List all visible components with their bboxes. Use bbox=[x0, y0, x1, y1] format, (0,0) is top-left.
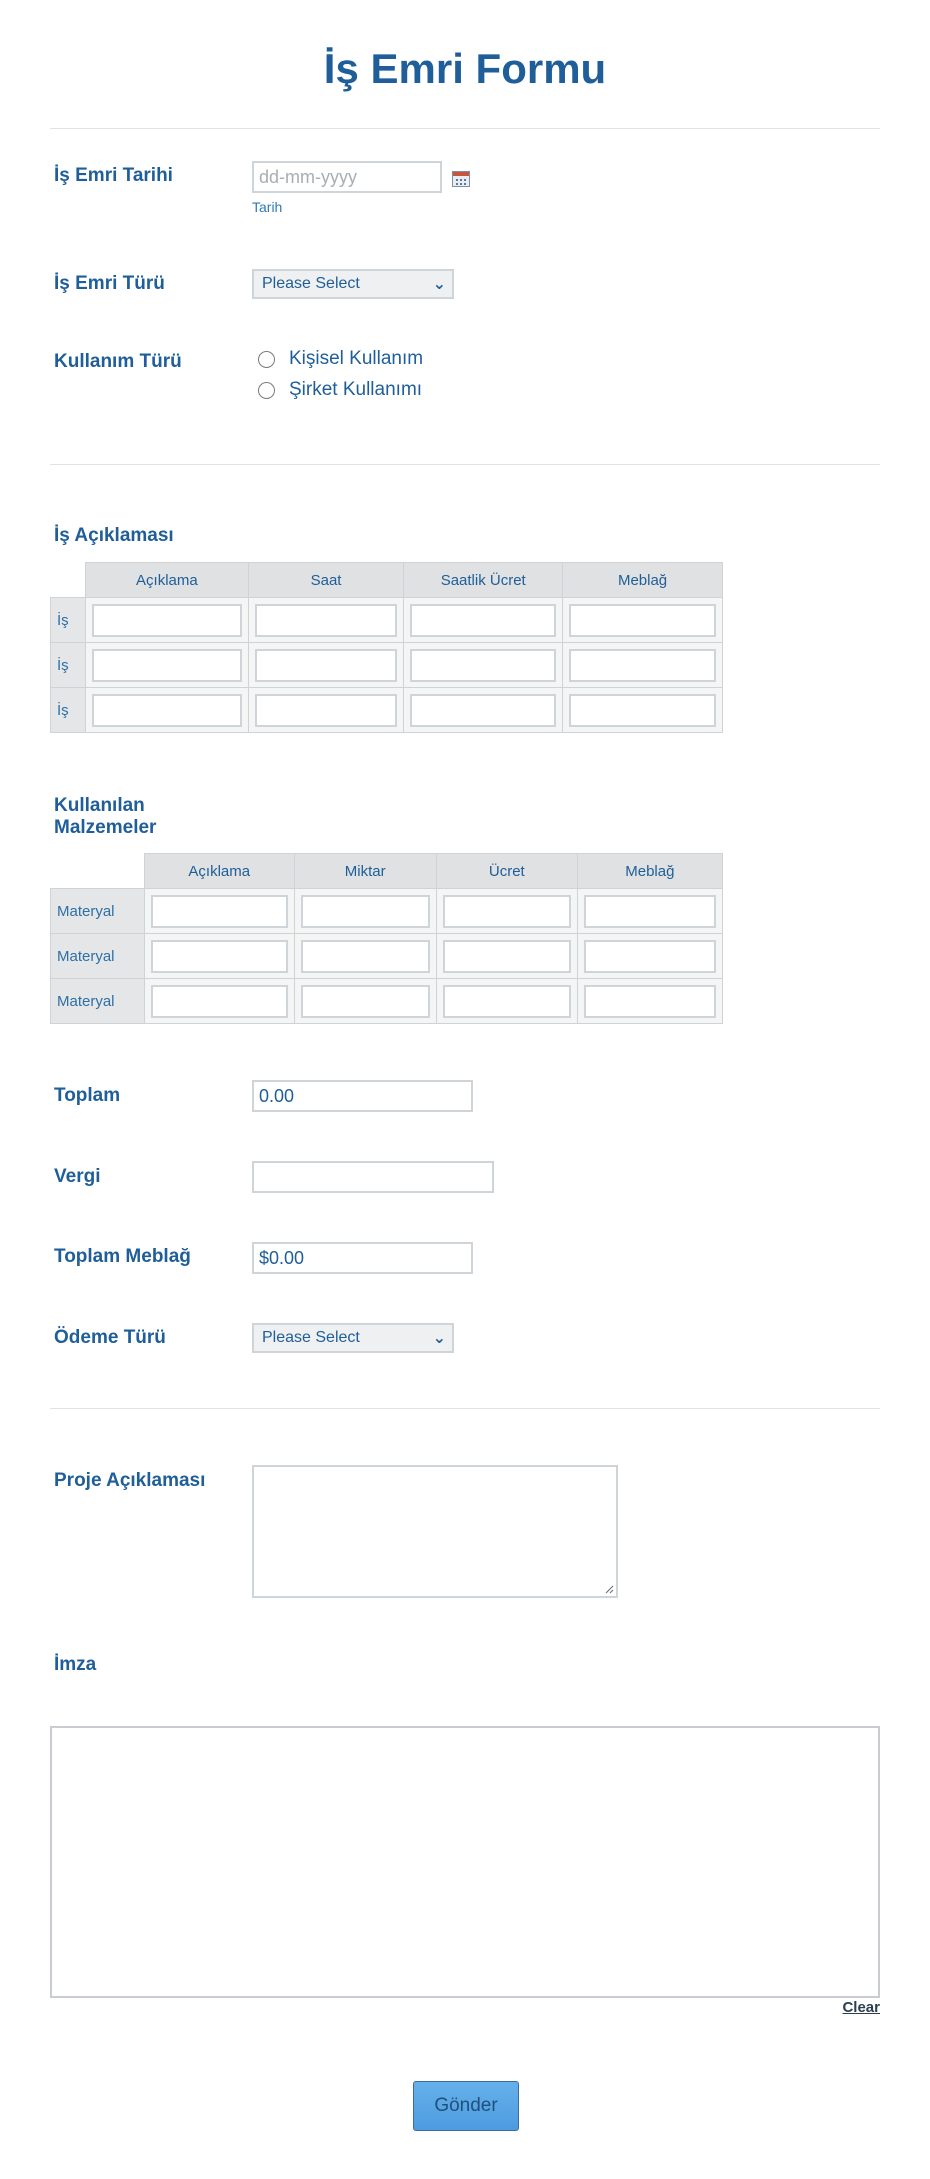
row-header: İş bbox=[51, 688, 86, 733]
table-row bbox=[51, 889, 723, 934]
row-header: Materyal bbox=[51, 979, 145, 1024]
materials-label-line1: Kullanılan bbox=[54, 795, 145, 816]
material-description-cell[interactable] bbox=[151, 940, 288, 973]
form-title: İş Emri Formu bbox=[323, 45, 607, 92]
table-row bbox=[51, 598, 723, 643]
divider bbox=[50, 128, 880, 129]
tax-input[interactable] bbox=[252, 1161, 494, 1193]
resize-grip-icon[interactable] bbox=[604, 1584, 614, 1594]
row-header: İş bbox=[51, 643, 86, 688]
job-description-label: İş Açıklaması bbox=[54, 525, 174, 546]
divider bbox=[50, 1408, 880, 1409]
order-date-input[interactable] bbox=[252, 161, 442, 193]
job-description-cell[interactable] bbox=[92, 649, 242, 682]
column-header: Miktar bbox=[294, 854, 436, 889]
payment-type-selected: Please Select bbox=[262, 1329, 360, 1346]
job-amount-cell[interactable] bbox=[569, 694, 716, 727]
total-label: Toplam bbox=[54, 1085, 121, 1106]
job-hours-cell[interactable] bbox=[255, 649, 397, 682]
payment-type-label: Ödeme Türü bbox=[54, 1327, 166, 1348]
grand-total-label: Toplam Meblağ bbox=[54, 1246, 191, 1267]
material-price-cell[interactable] bbox=[443, 940, 571, 973]
material-quantity-cell[interactable] bbox=[301, 895, 430, 928]
table-row bbox=[51, 643, 723, 688]
table-row bbox=[51, 688, 723, 733]
row-header: İş bbox=[51, 598, 86, 643]
tax-label: Vergi bbox=[54, 1166, 101, 1187]
clear-signature-link[interactable]: Clear bbox=[842, 1999, 880, 2016]
material-price-cell[interactable] bbox=[443, 985, 571, 1018]
material-amount-cell[interactable] bbox=[584, 895, 716, 928]
radio-button[interactable] bbox=[258, 382, 275, 399]
column-header: Açıklama bbox=[145, 854, 295, 889]
total-input[interactable] bbox=[252, 1080, 473, 1112]
material-price-cell[interactable] bbox=[443, 895, 571, 928]
radio-button[interactable] bbox=[258, 351, 275, 368]
material-amount-cell[interactable] bbox=[584, 940, 716, 973]
table-corner bbox=[51, 563, 86, 598]
submit-button[interactable]: Gönder bbox=[413, 2081, 519, 2131]
order-type-select[interactable] bbox=[252, 269, 454, 299]
order-date-label: İş Emri Tarihi bbox=[54, 165, 173, 186]
job-hours-cell[interactable] bbox=[255, 694, 397, 727]
table-row bbox=[51, 934, 723, 979]
material-quantity-cell[interactable] bbox=[301, 985, 430, 1018]
material-quantity-cell[interactable] bbox=[301, 940, 430, 973]
materials-table bbox=[50, 853, 723, 1024]
calendar-icon[interactable] bbox=[452, 171, 470, 187]
usage-type-label: Kullanım Türü bbox=[54, 351, 182, 372]
job-hours-cell[interactable] bbox=[255, 604, 397, 637]
radio-label: Kişisel Kullanım bbox=[289, 348, 424, 369]
table-row bbox=[51, 979, 723, 1024]
project-description-label: Proje Açıklaması bbox=[54, 1470, 206, 1491]
column-header: Meblağ bbox=[563, 563, 723, 598]
project-description-textarea[interactable] bbox=[252, 1465, 618, 1598]
chevron-down-icon: ⌄ bbox=[432, 1330, 446, 1347]
job-amount-cell[interactable] bbox=[569, 604, 716, 637]
job-description-cell[interactable] bbox=[92, 694, 242, 727]
job-rate-cell[interactable] bbox=[410, 604, 556, 637]
material-description-cell[interactable] bbox=[151, 985, 288, 1018]
column-header: Açıklama bbox=[86, 563, 249, 598]
table-corner bbox=[51, 854, 145, 889]
material-description-cell[interactable] bbox=[151, 895, 288, 928]
column-header: Meblağ bbox=[577, 854, 722, 889]
column-header: Saat bbox=[248, 563, 403, 598]
column-header: Ücret bbox=[436, 854, 577, 889]
column-header: Saatlik Ücret bbox=[404, 563, 563, 598]
materials-label-line2: Malzemeler bbox=[54, 817, 157, 838]
chevron-down-icon: ⌄ bbox=[432, 276, 446, 293]
job-rate-cell[interactable] bbox=[410, 694, 556, 727]
job-amount-cell[interactable] bbox=[569, 649, 716, 682]
radio-personal-use[interactable] bbox=[258, 348, 423, 370]
signature-label: İmza bbox=[54, 1654, 97, 1675]
job-rate-cell[interactable] bbox=[410, 649, 556, 682]
order-type-selected: Please Select bbox=[262, 275, 360, 292]
grand-total-input[interactable] bbox=[252, 1242, 473, 1274]
row-header: Materyal bbox=[51, 889, 145, 934]
job-description-table bbox=[50, 562, 723, 733]
material-amount-cell[interactable] bbox=[584, 985, 716, 1018]
signature-pad[interactable] bbox=[50, 1726, 880, 1998]
radio-label: Şirket Kullanımı bbox=[289, 379, 423, 400]
row-header: Materyal bbox=[51, 934, 145, 979]
radio-company-use[interactable] bbox=[258, 379, 422, 401]
job-description-cell[interactable] bbox=[92, 604, 242, 637]
order-type-label: İş Emri Türü bbox=[54, 273, 165, 294]
divider bbox=[50, 464, 880, 465]
materials-label bbox=[54, 795, 156, 839]
date-sublabel: Tarih bbox=[252, 199, 283, 215]
payment-type-select[interactable] bbox=[252, 1323, 454, 1353]
